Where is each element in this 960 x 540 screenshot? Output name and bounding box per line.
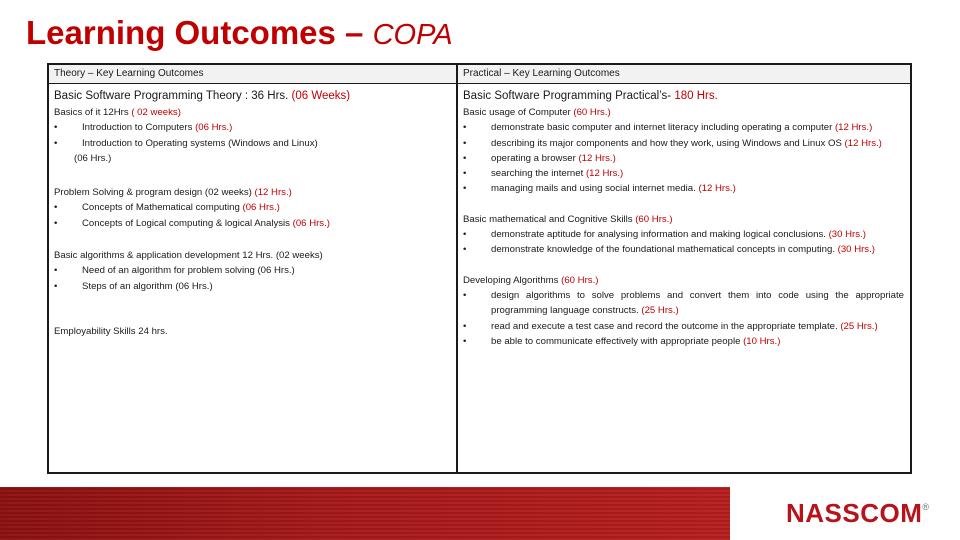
theory-header: Theory – Key Learning Outcomes bbox=[49, 65, 456, 84]
practical-section-computer-usage bbox=[463, 105, 904, 197]
section-heading: Basic mathematical and Cognitive Skills (60 Hrs.) bbox=[463, 213, 673, 225]
bullet-icon: • bbox=[463, 244, 467, 256]
bullet-icon: • bbox=[463, 168, 467, 180]
bullet-icon: • bbox=[463, 152, 467, 164]
item-continuation: (06 Hrs.) bbox=[74, 152, 112, 164]
bullet-icon: • bbox=[463, 137, 467, 149]
learning-outcomes-table bbox=[47, 63, 912, 474]
registered-mark: ® bbox=[922, 502, 930, 512]
bullet-icon: • bbox=[54, 265, 58, 277]
theory-section-problem-solving bbox=[54, 185, 450, 231]
employability-skills: Employability Skills 24 hrs. bbox=[54, 325, 168, 337]
theory-subtitle: Basic Software Programming Theory : 36 Hrs. (06 Weeks) bbox=[54, 90, 351, 102]
bullet-icon: • bbox=[54, 217, 58, 229]
list-item: • be able to communicate effectively with appropriate people (10 Hrs.) bbox=[463, 334, 904, 349]
slide-title-main: Learning Outcomes – bbox=[26, 14, 364, 51]
bullet-icon: • bbox=[463, 183, 467, 195]
slide-title bbox=[26, 14, 453, 52]
footer-band bbox=[0, 487, 730, 540]
bullet-icon: • bbox=[54, 202, 58, 214]
practical-section-math-cognitive bbox=[463, 212, 904, 258]
list-item: • Concepts of Logical computing & logical Analysis (06 Hrs.) bbox=[54, 216, 450, 231]
list-item: • Introduction to Computers (06 Hrs.) bbox=[54, 120, 450, 135]
theory-section-basics bbox=[54, 105, 450, 166]
bullet-icon: • bbox=[463, 122, 467, 134]
bullet-icon: • bbox=[54, 137, 58, 149]
list-item: • design algorithms to solve problems and convert them into code using the appropriate programming language constructs. (25 Hrs.) bbox=[463, 289, 904, 317]
nasscom-logo: NASSCOM® bbox=[786, 498, 930, 528]
theory-body bbox=[49, 84, 456, 339]
section-heading: Basics of it 12Hrs ( 02 weeks) bbox=[54, 107, 181, 118]
section-heading: Basic algorithms & application development 12 Hrs. (02 weeks) bbox=[54, 250, 323, 262]
section-heading: Developing Algorithms (60 Hrs.) bbox=[463, 274, 599, 286]
list-item: • Concepts of Mathematical computing (06 Hrs.) bbox=[54, 200, 450, 215]
bullet-icon: • bbox=[463, 289, 467, 301]
slide-title-sub: COPA bbox=[372, 19, 453, 51]
bullet-icon: • bbox=[463, 335, 467, 347]
list-item: • demonstrate aptitude for analysing information and making logical conclusions. (30 Hrs.) bbox=[463, 227, 904, 242]
list-item: • demonstrate basic computer and internet literacy including operating a computer (12 Hrs.) bbox=[463, 120, 904, 135]
practical-body bbox=[458, 84, 910, 349]
list-item: • describing its major components and how they work, using Windows and Linux OS (12 Hrs.) bbox=[463, 136, 904, 151]
section-heading: Problem Solving & program design (02 weeks) (12 Hrs.) bbox=[54, 187, 292, 199]
bullet-icon: • bbox=[54, 280, 58, 292]
bullet-icon: • bbox=[54, 122, 58, 134]
bullet-icon: • bbox=[463, 320, 467, 332]
bullet-icon: • bbox=[463, 229, 467, 241]
list-item: • managing mails and using social internet media. (12 Hrs.) bbox=[463, 181, 904, 196]
practical-header: Practical – Key Learning Outcomes bbox=[458, 65, 910, 84]
theory-section-algorithms bbox=[54, 248, 450, 294]
list-item: • Need of an algorithm for problem solving (06 Hrs.) bbox=[54, 263, 450, 278]
practical-column bbox=[458, 65, 910, 472]
list-item: • operating a browser (12 Hrs.) bbox=[463, 151, 904, 166]
list-item: • searching the internet (12 Hrs.) bbox=[463, 166, 904, 181]
list-item: • Introduction to Operating systems (Windows and Linux) bbox=[54, 136, 450, 151]
list-item: • read and execute a test case and record the outcome in the appropriate template. (25 Hrs.) bbox=[463, 319, 904, 334]
section-heading: Basic usage of Computer (60 Hrs.) bbox=[463, 107, 611, 118]
theory-column bbox=[49, 65, 458, 472]
list-item: • Steps of an algorithm (06 Hrs.) bbox=[54, 279, 450, 294]
list-item: • demonstrate knowledge of the foundational mathematical concepts in computing. (30 Hrs.) bbox=[463, 242, 904, 257]
practical-subtitle: Basic Software Programming Practical’s- 180 Hrs. bbox=[463, 90, 718, 102]
practical-section-algorithms bbox=[463, 273, 904, 349]
